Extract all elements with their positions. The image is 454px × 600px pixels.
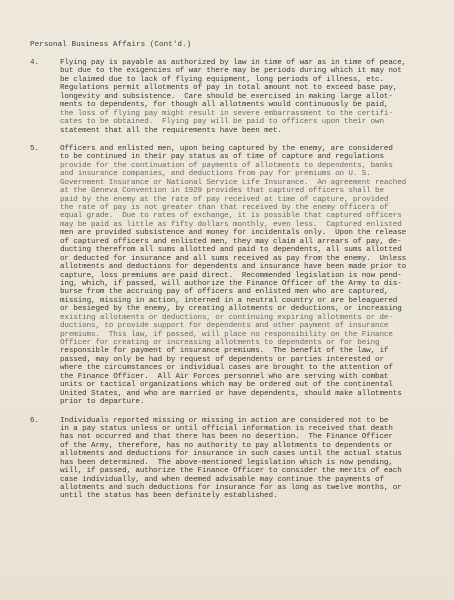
paragraph-number: 4. [30, 59, 40, 67]
text-line: units or tactical organizations which may be ordered out of the continental [60, 381, 393, 390]
text-line: Officers and enlisted men, upon being captured by the enemy, are considered [60, 144, 393, 153]
text-line: longevity and subsistence. Care should be exercised in making large allot- [60, 92, 393, 101]
text-line: United States, and who are married or have dependents, should make allotments [60, 389, 402, 398]
paragraph-6 [30, 417, 440, 501]
text-line: but due to the exigencies of war there may be periods during which it may not [60, 67, 402, 76]
text-line: cates to be obtained. Flying pay will be paid to officers upon their own [60, 118, 384, 127]
text-line: burse from the accruing pay of officers and enlisted men who are captured, [60, 288, 389, 297]
text-line: where the circumstances or individual cases are brought to the attention of [60, 364, 393, 373]
text-line: or deducted for insurance and all sums received as pay from the enemy. Unless [60, 254, 407, 263]
text-line: of the Army, therefore, has no authority to pay allotments to dependents or [60, 441, 393, 450]
paragraph-text [60, 59, 440, 135]
text-line: premiums. This law, if passed, will place no responsibility on the Finance [60, 330, 393, 339]
text-line: provide for the continuation of payments of allotments to dependents, banks [60, 161, 393, 170]
text-line: Individuals reported missing or missing in action are considered not to be [60, 416, 389, 425]
text-line: and insurance companies, and deductions from pay for premiums on U. S. [60, 170, 371, 179]
text-line: has not occurred and that there has been no desertion. The Finance Officer [60, 433, 393, 442]
text-line: responsible for payment of insurance premiums. The benefit of the law, if [60, 347, 389, 356]
text-line: capture, loss premiums are paid direct. Recommended legislation is now pend- [60, 271, 402, 280]
text-line: allotments and deductions for insurance in such cases until the actual status [60, 450, 402, 459]
text-line: be claimed due to lack of flying equipment, long periods of illness, etc. [60, 75, 384, 84]
text-line: missing, missing in action, interned in a neutral country or are beleaguered [60, 296, 398, 305]
text-line: at the Geneva Convention in 1929 provides that captured officers shall be [60, 187, 384, 196]
paragraph-text [60, 145, 440, 407]
text-line: the Finance Officer. All Air Forces personnel who are serving with combat [60, 372, 389, 381]
paragraph-text [60, 417, 440, 501]
text-line: case individually, and when deemed advisable may continue the payments of [60, 475, 384, 484]
text-line: will, if passed, authorize the Finance Officer to consider the merits of each [60, 467, 402, 476]
text-line: the loss of flying pay might result in severe embarrassment to the certifi- [60, 109, 393, 118]
text-line: prior to departure. [60, 398, 145, 407]
text-line: in a pay status unless or until official information is received that death [60, 424, 393, 433]
text-line: Regulations permit allotments of pay in total amount not to exceed base pay, [60, 84, 398, 93]
text-line: allotments and such deductions for insurance for as long as twelve months, or [60, 484, 402, 492]
text-line: Flying pay is payable as authorized by law in time of war as in time of peace, [60, 59, 407, 67]
text-line: Officer for creating or increasing allotments to dependents or for being [60, 339, 380, 347]
paragraph-number: 6. [30, 416, 40, 425]
text-line: has been determined. The above-mentioned legislation which is now pending, [60, 458, 393, 467]
text-line: equal grade. Due to rates of exchange, it is possible that captured officers [60, 212, 402, 221]
text-line: existing allotments or deductions, or continuing expiring allotments or de- [60, 313, 393, 322]
paragraph-number: 5. [30, 144, 40, 153]
text-line: of captured officers and enlisted men, they may claim all arrears of pay, de- [60, 237, 402, 246]
section-heading: Personal Business Affairs (Cont'd.) [30, 41, 192, 49]
text-line: or besieged by the enemy, by creating allotments or deductions, or increasing [60, 305, 402, 314]
text-line: ing, which, if passed, will authorize the Finance Officer of the Army to dis- [60, 279, 402, 288]
text-line: to be continued in their pay status as of time of capture and regulations [60, 153, 384, 162]
paragraph-4 [30, 59, 440, 135]
text-line: until the status has been definitely established. [60, 492, 278, 501]
text-line: ducting therefrom all sums allotted and paid to dependents, all sums allotted [60, 246, 402, 255]
text-line: Government Insurance or National Service Life Insurance. An agreement reached [60, 178, 407, 187]
text-line: men are provided subsistence and money for incidentals only. Upon the release [60, 229, 407, 238]
text-line: the rate of pay is not greater than that received by the enemy officers of [60, 204, 389, 212]
text-line: may be paid as little as fifty dollars monthly, even less. Captured enlisted [60, 220, 402, 229]
text-line: ments to dependents, for though all allotments would continuously be paid, [60, 101, 389, 110]
text-line: passed, may only be had by request of dependents or parties interested or [60, 355, 384, 364]
text-line: ductions, to provide support for dependents and other payment of insurance [60, 322, 389, 331]
paragraph-5 [30, 145, 440, 407]
text-line: paid by the enemy at the rate of pay received at time of capture, provided [60, 195, 389, 204]
text-line: statement that all the requirements have been met. [60, 126, 282, 135]
text-line: allotments and deductions for dependents and insurance have been made prior to [60, 263, 407, 272]
